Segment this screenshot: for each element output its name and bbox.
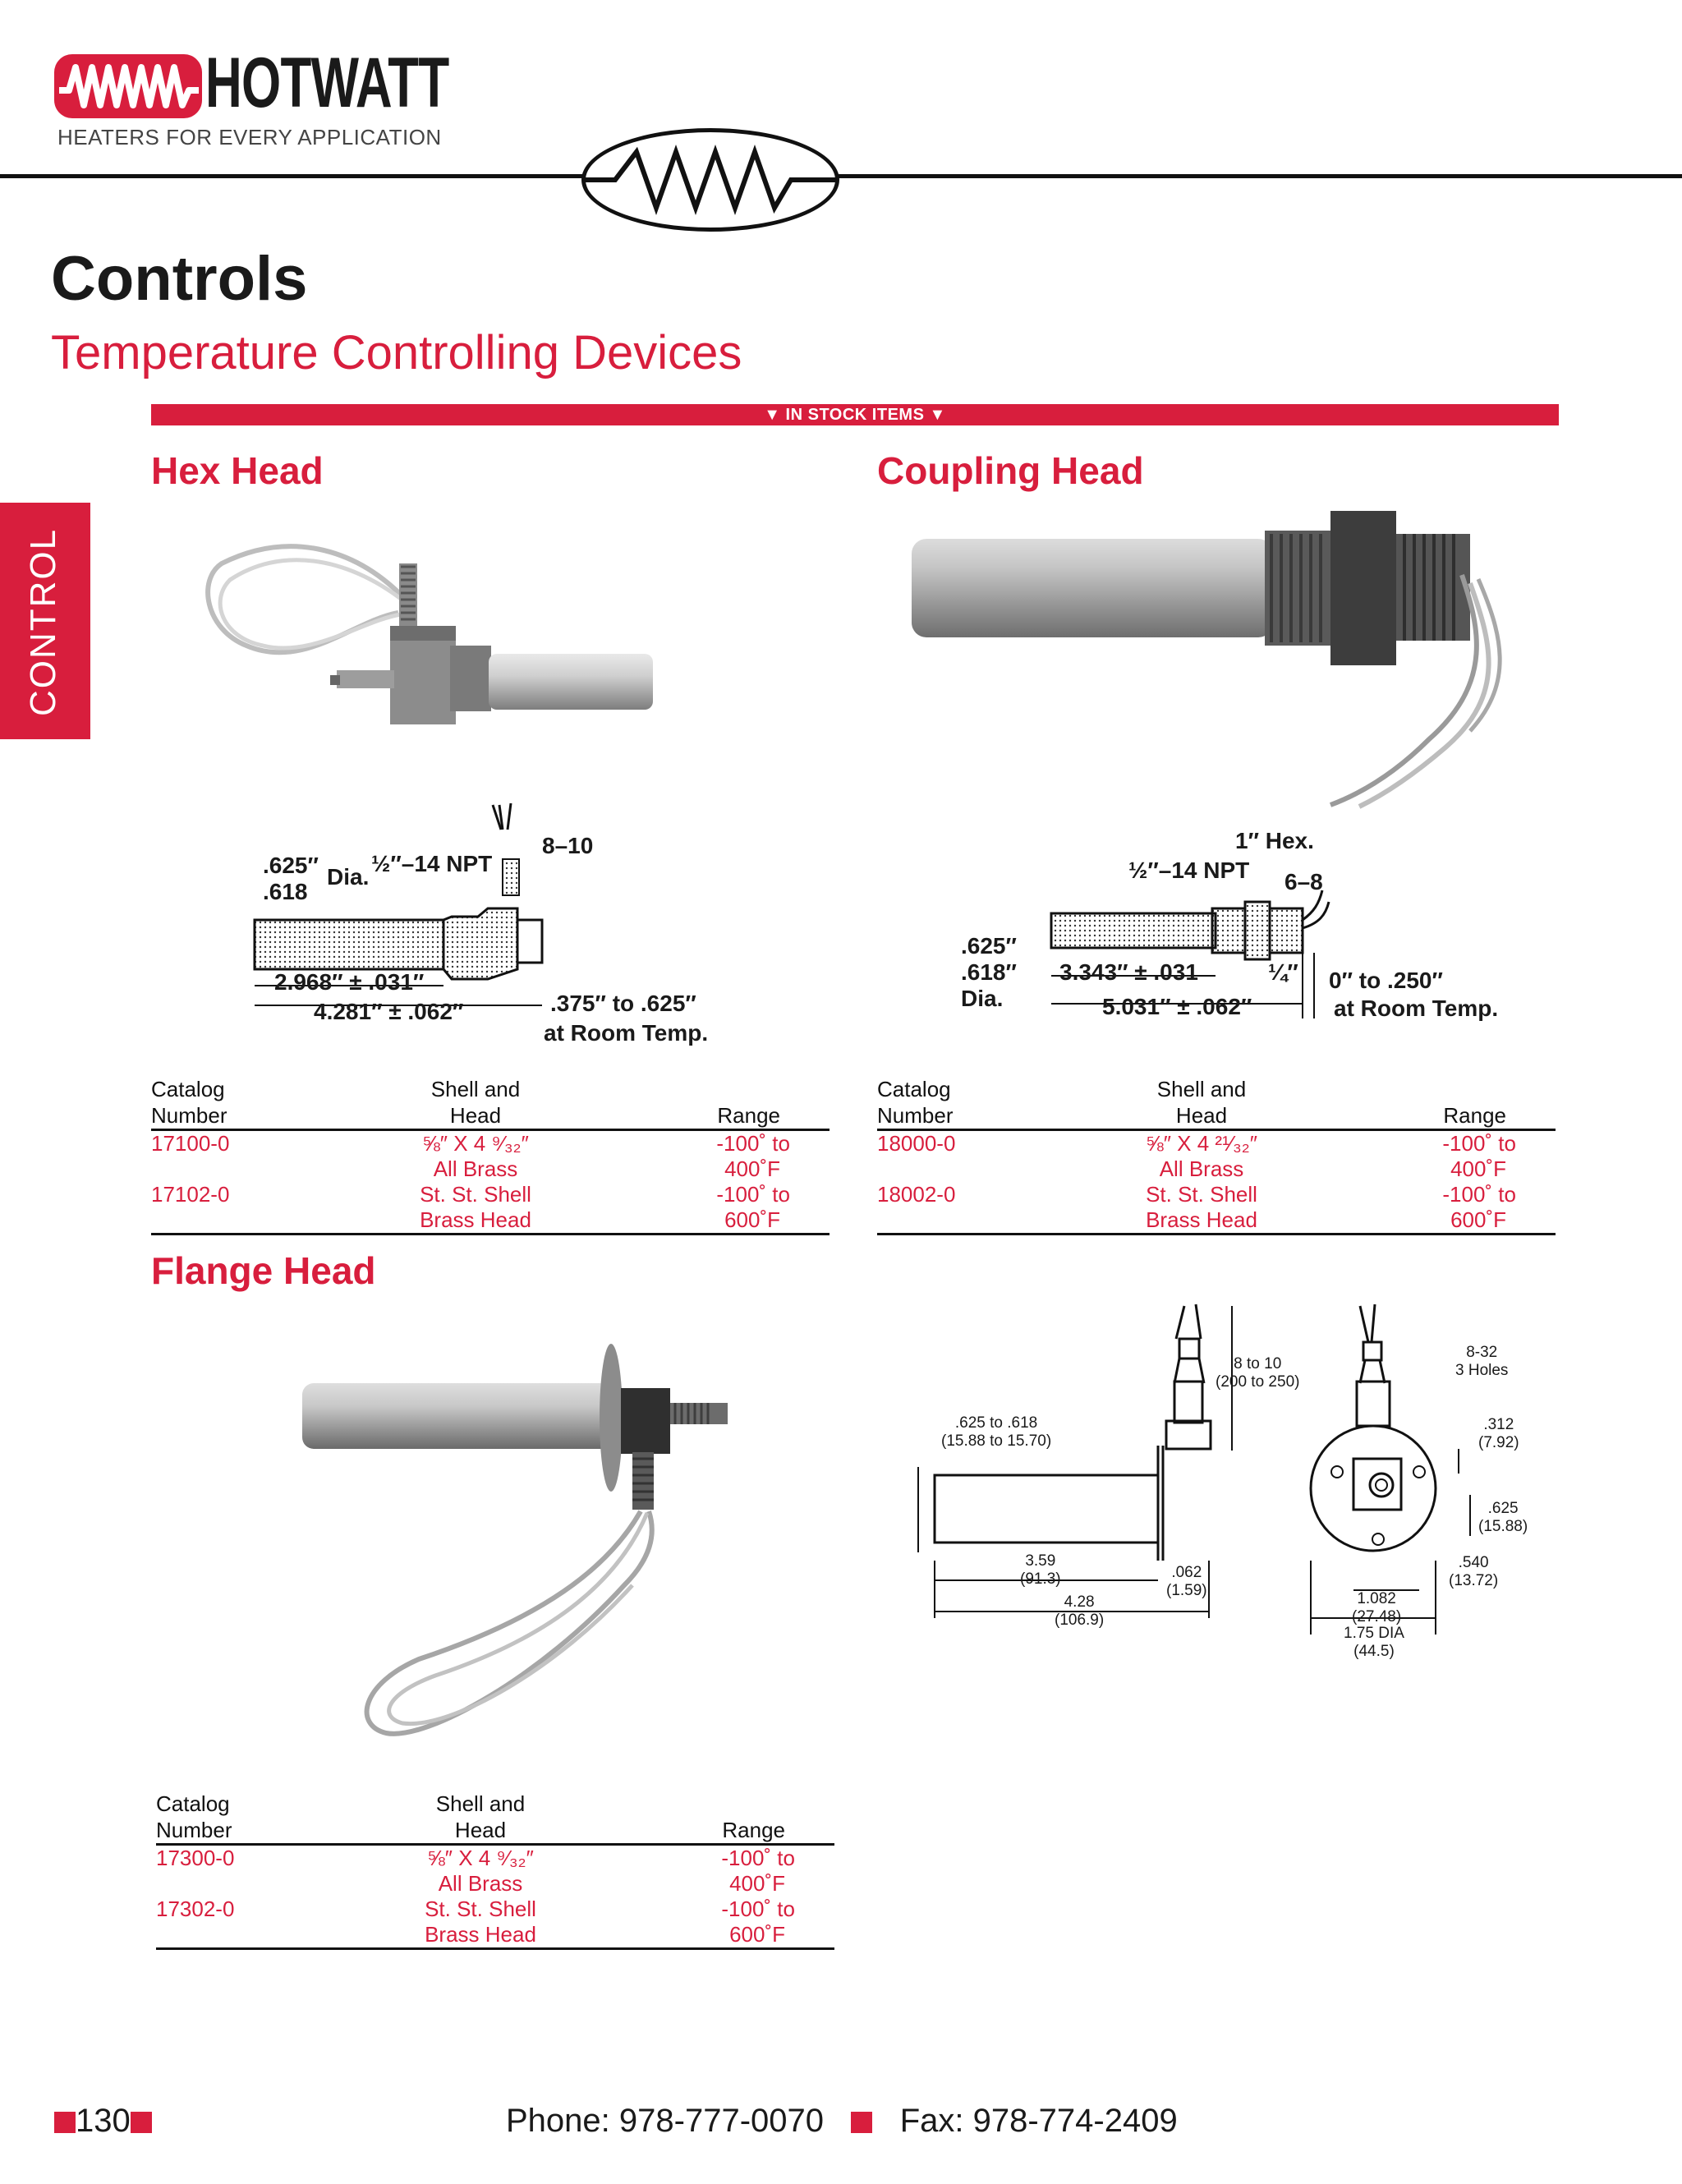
header-rule	[0, 174, 1682, 178]
coupling-col-range: Range	[1443, 1103, 1506, 1128]
stock-banner-text: ▼ IN STOCK ITEMS ▼	[764, 406, 946, 424]
flange-dim-175: 1.75 DIA (44.5)	[1344, 1625, 1404, 1660]
brand-name: HOTWATT	[205, 44, 449, 122]
hex-dim-adjust-note: at Room Temp.	[544, 1020, 709, 1046]
coupling-dim-hex: 1″ Hex.	[1235, 828, 1314, 853]
hex-dim-adjust: .375″ to .625″	[550, 991, 696, 1016]
hex-dim-npt: ½″–14 NPT	[371, 851, 493, 876]
flange-col-range: Range	[722, 1818, 785, 1842]
flange-head-heading: Flange Head	[151, 1249, 376, 1292]
hex-col-shell: Shell and Head	[430, 1077, 521, 1128]
coupling-dim-leads: 6–8	[1284, 869, 1323, 894]
table-row: All Brass 400˚F	[438, 1871, 785, 1896]
coupling-dim-diameter: .625″ .618″ Dia.	[961, 933, 1017, 1011]
table-row: Brass Head 600˚F	[877, 1207, 1556, 1235]
flange-dim-holes: 8-32 3 Holes	[1455, 1344, 1509, 1379]
zigzag-icon	[586, 132, 835, 228]
flange-head-diagram	[903, 1290, 1528, 1667]
square-bullet-icon	[131, 2112, 152, 2133]
table-row: 17102-0 St. St. Shell -100˚ to	[151, 1182, 790, 1207]
coupling-head-heading: Coupling Head	[877, 449, 1144, 492]
coupling-col-shell: Shell and Head	[1156, 1077, 1247, 1128]
square-bullet-icon	[851, 2112, 872, 2133]
square-bullet-icon	[54, 2112, 76, 2133]
flange-dim-625: .625 (15.88)	[1478, 1500, 1528, 1535]
fax-number: Fax: 978-774-2409	[899, 2103, 1178, 2139]
contact-line	[506, 2103, 1178, 2140]
coupling-dim-quarter: ¼″	[1268, 959, 1298, 985]
heater-wave-icon	[54, 54, 202, 118]
coupling-head-table	[877, 1076, 1556, 1235]
header-oval-emblem	[581, 128, 839, 232]
flange-col-catalog: Catalog Number	[156, 1791, 232, 1842]
coupling-dim-npt: ½″–14 NPT	[1128, 858, 1250, 883]
table-row: Brass Head 600˚F	[156, 1922, 834, 1949]
side-tab-label: CONTROL	[23, 527, 63, 716]
flange-dim-length1: 3.59 (91.3)	[1020, 1552, 1061, 1588]
page-subtitle: Temperature Controlling Devices	[51, 326, 742, 379]
hex-dim-length1: 2.968″ ± .031″	[274, 969, 425, 995]
page-number: 130	[54, 2103, 152, 2140]
coupling-head-photo	[903, 501, 1528, 813]
hex-col-catalog: Catalog Number	[151, 1077, 227, 1128]
table-row: 18002-0 St. St. Shell -100˚ to	[877, 1182, 1516, 1207]
table-row: 17300-0 ⅝″ X 4 ⁹⁄₃₂″ -100˚ to	[156, 1846, 795, 1870]
page-title: Controls	[51, 244, 308, 314]
coupling-dim-adjust-note: at Room Temp.	[1334, 995, 1499, 1021]
hex-dim-length2: 4.281″ ± .062″	[314, 999, 464, 1024]
flange-head-table	[156, 1791, 834, 1950]
coupling-dim-adjust: 0″ to .250″	[1329, 968, 1443, 993]
flange-dim-312: .312 (7.92)	[1478, 1416, 1519, 1451]
brand-tagline: HEATERS FOR EVERY APPLICATION	[57, 125, 442, 149]
phone-number: Phone: 978-777-0070	[506, 2103, 824, 2139]
table-row: All Brass 400˚F	[1159, 1156, 1506, 1181]
table-row: Brass Head 600˚F	[151, 1207, 830, 1235]
flange-dim-length2: 4.28 (106.9)	[1055, 1593, 1105, 1629]
hex-dim-leads: 8–10	[542, 833, 594, 858]
table-row: All Brass 400˚F	[433, 1156, 780, 1181]
flange-dim-1082: 1.082 (27.48)	[1352, 1590, 1402, 1625]
hex-dim-dia-label: Dia.	[327, 864, 370, 890]
flange-dim-thickness: .062 (1.59)	[1166, 1564, 1207, 1599]
hex-head-table	[151, 1076, 830, 1235]
flange-dim-diameter: .625 to .618 (15.88 to 15.70)	[941, 1414, 1052, 1450]
hex-head-heading: Hex Head	[151, 449, 324, 492]
hex-dim-diameter: .625″ .618	[263, 853, 319, 904]
flange-dim-leads: 8 to 10 (200 to 250)	[1216, 1355, 1300, 1391]
table-row: 17302-0 St. St. Shell -100˚ to	[156, 1897, 795, 1921]
stock-banner	[151, 404, 1559, 425]
table-row: 17100-0 ⅝″ X 4 ⁹⁄₃₂″ -100˚ to	[151, 1131, 790, 1156]
table-row: 18000-0 ⅝″ X 4 ²¹⁄₃₂″ -100˚ to	[877, 1131, 1516, 1156]
coupling-dim-length1: 3.343″ ± .031	[1059, 959, 1198, 985]
hex-head-photo	[189, 522, 764, 752]
flange-head-photo	[296, 1322, 756, 1766]
coupling-col-catalog: Catalog Number	[877, 1077, 954, 1128]
flange-dim-540: .540 (13.72)	[1449, 1554, 1499, 1589]
flange-col-shell: Shell and Head	[435, 1791, 526, 1842]
coupling-dim-length2: 5.031″ ± .062″	[1102, 994, 1252, 1019]
hex-col-range: Range	[717, 1103, 780, 1128]
logo-mark	[54, 54, 202, 118]
side-tab	[0, 503, 90, 739]
